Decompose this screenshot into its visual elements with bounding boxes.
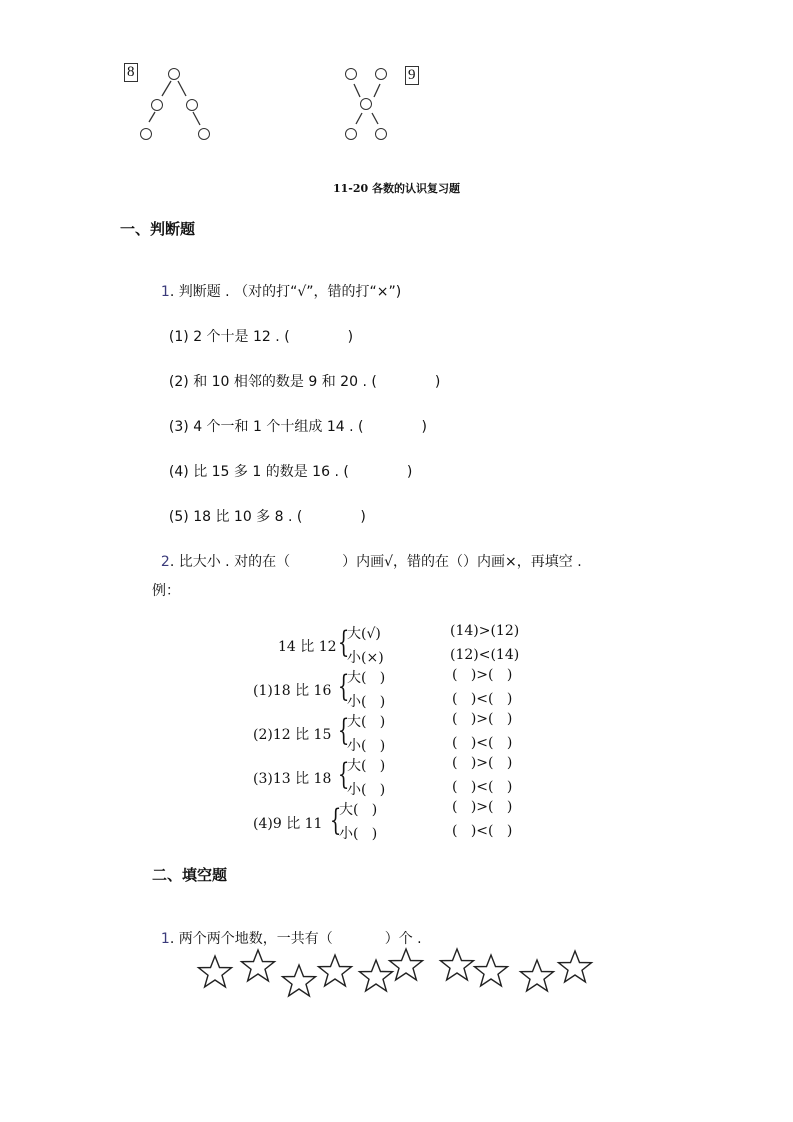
answer-blank[interactable]: ( )	[284, 329, 354, 345]
answer-blank[interactable]: ( )	[371, 374, 441, 390]
compare-row-label: (2)12 比 15	[253, 727, 332, 743]
page-title: 11-20 各数的认识复习题	[332, 182, 460, 195]
compare-row-label: (1)18 比 16	[253, 683, 332, 699]
item-text: 2 个十是 12 .	[193, 329, 280, 345]
brace-icon: {	[337, 757, 350, 792]
item-text: 4 个一和 1 个十组成 14 .	[193, 419, 354, 435]
question-number: 1	[160, 284, 170, 300]
star-icon	[242, 950, 275, 981]
brace-icon: {	[329, 803, 342, 838]
compare-gt[interactable]: ( )>( )	[452, 755, 513, 771]
compare-big[interactable]: 大( )	[347, 714, 386, 730]
compare-small[interactable]: 小( )	[347, 694, 386, 710]
item-text: 18 比 10 多 8 .	[193, 509, 293, 525]
compare-row-label: (4)9 比 11	[253, 816, 323, 832]
question-text: . 判断题 . （对的打“√”，错的打“×”)	[169, 284, 402, 300]
compare-gt[interactable]: ( )>( )	[452, 667, 513, 683]
compare-big[interactable]: 大( )	[339, 802, 378, 818]
compare-big: 大(√)	[347, 626, 381, 642]
compare-lt[interactable]: ( )<( )	[452, 735, 513, 751]
compare-small: 小(×)	[347, 650, 384, 666]
item-label: (4)	[168, 464, 189, 480]
compare-small[interactable]: 小( )	[347, 782, 386, 798]
compare-row-label: (3)13 比 18	[253, 771, 332, 787]
brace-icon: {	[337, 669, 350, 704]
answer-blank[interactable]: ( )	[296, 509, 366, 525]
section-heading-fill-blank: 二、填空题	[152, 866, 228, 884]
brace-icon: {	[337, 625, 350, 660]
item-text: 比 15 多 1 的数是 16 .	[193, 464, 339, 480]
compare-small[interactable]: 小( )	[347, 738, 386, 754]
star-icon	[360, 960, 393, 991]
question-number: 1	[160, 931, 170, 947]
compare-gt: (14)>(12)	[450, 623, 520, 639]
compare-lt[interactable]: ( )<( )	[452, 691, 513, 707]
compare-gt[interactable]: ( )>( )	[452, 799, 513, 815]
question-text: ）内画√，错的在（）内画×，再填空 .	[342, 554, 582, 570]
star-icon	[199, 956, 232, 987]
brace-icon: {	[337, 713, 350, 748]
compare-lt[interactable]: ( )<( )	[452, 779, 513, 795]
answer-blank[interactable]: ( )	[358, 419, 427, 435]
compare-lt[interactable]: ( )<( )	[452, 823, 513, 839]
item-label: (1)	[168, 329, 189, 345]
answer-blank[interactable]: ( )	[343, 464, 413, 480]
item-label: (2)	[168, 374, 189, 390]
tree-label-9: 9	[405, 66, 419, 85]
tree-label-8: 8	[124, 63, 138, 82]
compare-small[interactable]: 小( )	[339, 826, 378, 842]
star-icon	[390, 949, 423, 980]
star-icon	[521, 960, 554, 991]
compare-row-label: 14 比 12	[278, 639, 337, 655]
item-label: (5)	[168, 509, 189, 525]
compare-big[interactable]: 大( )	[347, 758, 386, 774]
compare-lt: (12)<(14)	[450, 647, 520, 663]
compare-gt[interactable]: ( )>( )	[452, 711, 513, 727]
star-icon	[475, 955, 508, 986]
section-heading-judgement: 一、判断题	[120, 220, 196, 238]
question-number: 2	[160, 554, 170, 570]
question-text: . 比大小 . 对的在（	[169, 554, 291, 570]
star-icon	[319, 955, 352, 986]
question-text: ）个 .	[384, 931, 422, 947]
item-text: 和 10 相邻的数是 9 和 20 .	[193, 374, 367, 390]
star-icon	[559, 951, 592, 982]
star-icon	[283, 965, 316, 996]
question-text: . 两个两个地数，一共有（	[169, 931, 333, 947]
star-icon	[441, 949, 474, 980]
compare-big[interactable]: 大( )	[347, 670, 386, 686]
item-label: (3)	[168, 419, 189, 435]
example-label: 例：	[152, 583, 180, 599]
